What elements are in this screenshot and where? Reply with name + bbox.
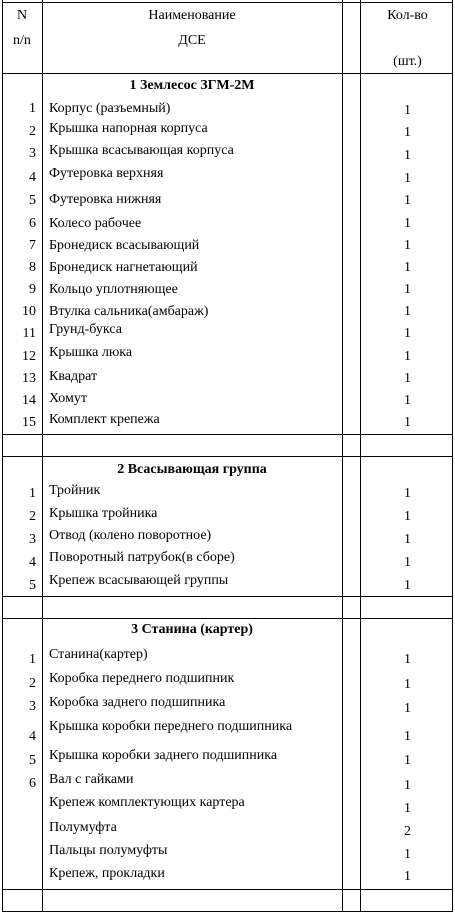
row-divider [2,596,453,597]
row-qty: 1 [404,652,411,667]
row-name: Футеровка нижняя [49,192,162,207]
row-qty: 1 [404,393,411,408]
row-qty: 1 [404,555,411,570]
row-name: Кольцо уплотняющее [49,282,178,297]
row-number: 5 [29,578,36,593]
row-name: Бронедиск нагнетающий [49,260,198,275]
row-qty: 1 [404,753,411,768]
row-name: Крышка тройника [49,506,158,521]
row-name: Квадрат [49,369,98,384]
row-name: Крышка всасывающая корпуса [49,143,234,158]
row-number: 14 [22,393,36,408]
row-qty: 1 [404,778,411,793]
row-name: Пальцы полумуфты [49,843,168,858]
row-name: Поворотный патрубок(в сборе) [49,550,235,565]
row-divider [2,889,453,890]
row-name: Крышка коробки переднего подшипника [49,719,293,734]
row-qty: 1 [404,260,411,275]
row-qty: 1 [404,103,411,118]
row-name: Отвод (колено поворотное) [49,528,212,543]
row-divider [2,434,453,435]
row-number: 1 [29,652,36,667]
header-number-sublabel: n/n [13,33,31,48]
row-qty: 1 [404,847,411,862]
row-number: 1 [29,486,36,501]
row-qty: 1 [404,532,411,547]
row-number: 3 [29,146,36,161]
row-number: 3 [29,532,36,547]
row-qty: 1 [404,371,411,386]
row-number: 5 [29,193,36,208]
header-name-sublabel: ДСЕ [178,33,206,48]
header-name-label: Наименование [148,8,236,23]
row-qty: 1 [404,486,411,501]
header-qty-unit: (шт.) [393,54,422,69]
row-name: Вал с гайками [49,772,134,787]
row-qty: 1 [404,801,411,816]
row-name: Полумуфта [49,820,117,835]
row-name: Корпус (разъемный) [49,101,171,116]
row-divider [2,73,453,74]
row-name: Втулка сальника(амбараж) [49,304,209,319]
row-name: Комплект крепежа [49,412,160,427]
row-number: 15 [22,415,36,430]
row-number: 3 [29,699,36,714]
row-qty: 1 [404,349,411,364]
row-divider [2,2,453,3]
row-name: Станина(картер) [49,647,148,662]
row-name: Тройник [49,483,101,498]
row-qty: 1 [404,171,411,186]
row-qty: 1 [404,148,411,163]
row-name: Футеровка верхняя [49,166,164,181]
row-divider [2,911,453,912]
row-number: 9 [29,282,36,297]
row-qty: 1 [404,578,411,593]
row-number: 2 [29,124,36,139]
row-name: Грунд-букса [49,322,122,337]
row-number: 4 [29,170,36,185]
row-number: 4 [29,729,36,744]
row-number: 1 [29,101,36,116]
row-name: Крепеж комплектующих картера [49,795,245,810]
row-number: 2 [29,509,36,524]
row-number: 5 [29,753,36,768]
header-number-label: N [16,8,28,23]
row-number: 7 [29,238,36,253]
row-qty: 1 [404,326,411,341]
section-title: 3 Станина (картер) [131,622,253,637]
row-number: 2 [29,676,36,691]
row-qty: 1 [404,238,411,253]
row-number: 6 [29,776,36,791]
row-number: 13 [22,371,36,386]
row-number: 6 [29,216,36,231]
row-name: Крышка напорная корпуса [49,121,208,136]
row-qty: 1 [404,869,411,884]
row-qty: 1 [404,677,411,692]
row-number: 10 [22,304,36,319]
row-name: Крышка люка [49,345,133,360]
row-name: Крепеж всасывающей группы [49,573,229,588]
row-number: 4 [29,555,36,570]
row-number: 12 [22,349,36,364]
row-qty: 1 [404,304,411,319]
row-number: 8 [29,260,36,275]
row-qty: 1 [404,415,411,430]
section-title: 2 Всасывающая группа [117,462,267,477]
row-qty: 1 [404,282,411,297]
row-qty: 2 [404,824,411,839]
row-number: 11 [22,326,36,341]
row-qty: 1 [404,125,411,140]
row-qty: 1 [404,193,411,208]
row-qty: 1 [404,509,411,524]
row-name: Коробка заднего подшипника [49,695,226,710]
row-qty: 1 [404,729,411,744]
row-name: Колесо рабочее [49,216,142,231]
section-title: 1 Землесос ЗГМ-2М [129,78,255,93]
row-name: Бронедиск всасывающий [49,238,200,253]
row-divider [2,456,453,457]
row-qty: 1 [404,216,411,231]
row-name: Хомут [49,391,87,406]
row-qty: 1 [404,701,411,716]
header-qty-label: Кол-во [387,8,428,23]
row-name: Крышка коробки заднего подшипника [49,748,278,763]
row-divider [2,618,453,619]
row-name: Коробка переднего подшипник [49,671,235,686]
row-name: Крепеж, прокладки [49,866,165,881]
